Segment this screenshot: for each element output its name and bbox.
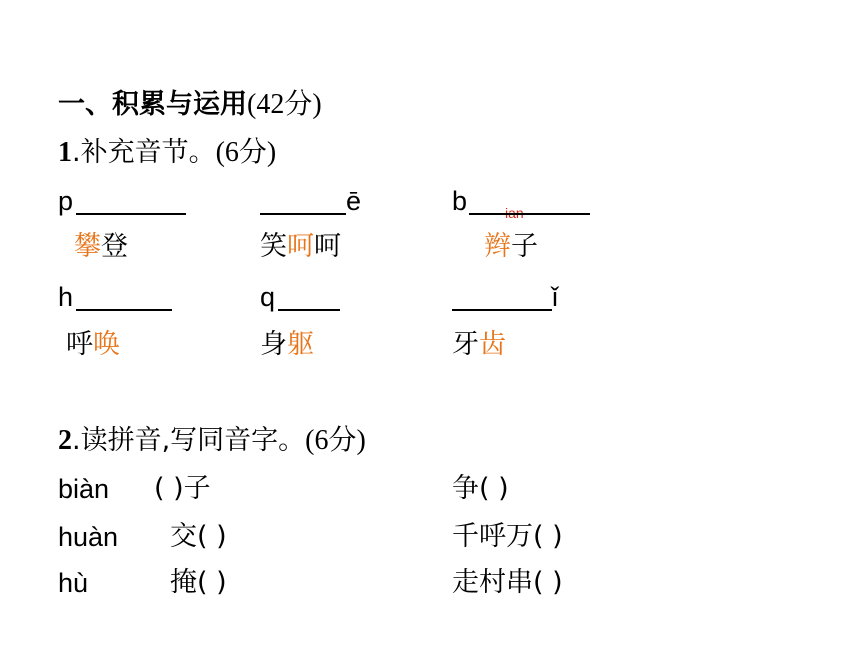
q1-item-4-word (66, 328, 120, 362)
q1-item-6-blank[interactable] (452, 309, 552, 311)
q1-item-4-word-a: 呼 (66, 329, 93, 360)
q2-row-1-left-blank[interactable]: ( )子 (154, 473, 211, 504)
q1-item-2-suffix: ē (346, 186, 362, 216)
q1-item-6-word-highlight: 齿 (479, 329, 506, 360)
q1-item-5-blank[interactable] (278, 309, 340, 311)
question-1-heading (58, 136, 276, 170)
q1-item-6-suffix: ǐ (552, 282, 558, 312)
q1-item-1-word-rest: 登 (101, 231, 128, 262)
question-2-title: .读拼音,写同音字。 (72, 425, 306, 456)
q1-item-2-word-a: 笑 (260, 231, 287, 262)
question-1-title: .补充音节。 (72, 137, 216, 168)
question-1-number: 1 (58, 137, 72, 168)
question-1-score: (6分) (215, 137, 277, 168)
q1-item-3-answer-hint: ian (505, 205, 524, 221)
q2-row-2-left-blank[interactable]: 交( ) (170, 521, 227, 552)
q2-row-1-pinyin: biàn (58, 474, 110, 504)
q1-item-6-word (452, 328, 506, 362)
q1-item-4-prefix: h (58, 282, 74, 312)
q1-item-4-word-highlight: 唤 (93, 329, 120, 360)
q1-item-3-blank[interactable] (469, 213, 590, 215)
question-2-heading (58, 424, 366, 458)
question-2-number: 2 (58, 425, 72, 456)
q1-item-5-word-highlight: 躯 (287, 329, 314, 360)
q1-item-5-word-a: 身 (260, 329, 287, 360)
q1-item-4-blank[interactable] (76, 309, 172, 311)
q2-row-3-right-blank[interactable]: 走村串( ) (452, 567, 563, 598)
question-2-score: (6分) (305, 425, 366, 456)
q1-item-3-word (484, 230, 538, 264)
q1-item-5-prefix: q (260, 282, 276, 312)
q2-row-3-pinyin: hù (58, 568, 89, 598)
q2-row-3-left-blank[interactable]: 掩( ) (170, 567, 227, 598)
q2-row-1-right-blank[interactable]: 争( ) (452, 473, 509, 504)
q2-row-2-right-blank[interactable]: 千呼万( ) (452, 521, 563, 552)
section-heading (58, 88, 322, 122)
q1-item-2-word-b: 呵 (314, 231, 341, 262)
q1-item-2-word (260, 230, 341, 264)
q2-row-2-pinyin: huàn (58, 522, 119, 552)
q1-item-1-word-highlight: 攀 (74, 231, 101, 262)
section-title: 一、积累与运用 (58, 89, 247, 120)
q1-item-1-word (74, 230, 128, 264)
q1-item-1-prefix: p (58, 186, 74, 216)
q1-item-6-word-a: 牙 (452, 329, 479, 360)
q1-item-5-word (260, 328, 314, 362)
q1-item-1-blank[interactable] (76, 213, 186, 215)
q1-item-3-prefix: b (452, 186, 468, 216)
q1-item-2-word-highlight: 呵 (287, 231, 314, 262)
q1-item-3-word-rest: 子 (511, 231, 538, 262)
q1-item-3-word-highlight: 辫 (484, 231, 511, 262)
q1-item-2-blank[interactable] (260, 213, 346, 215)
section-score: (42分) (247, 89, 322, 120)
